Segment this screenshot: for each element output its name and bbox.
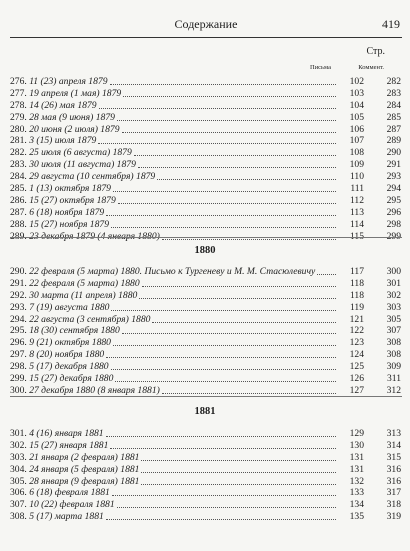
letter-page-number: 112 bbox=[349, 194, 364, 206]
column-headers bbox=[310, 64, 382, 74]
dot-leader bbox=[112, 494, 336, 496]
entry-number: 300. bbox=[10, 384, 30, 396]
entry-date: 28 мая (9 июня) 1879 bbox=[29, 111, 115, 123]
dot-leader bbox=[113, 190, 336, 192]
toc-entry bbox=[10, 195, 402, 207]
toc-entry-list bbox=[10, 76, 402, 242]
entry-number: 290. bbox=[10, 266, 30, 277]
toc-entry-title bbox=[10, 476, 139, 488]
section-divider bbox=[10, 396, 402, 397]
dot-leader bbox=[99, 107, 336, 109]
letter-page-number: 108 bbox=[349, 147, 364, 159]
toc-entry-title bbox=[10, 349, 104, 361]
toc-entry-title bbox=[10, 266, 315, 278]
letter-page-number: 134 bbox=[349, 499, 364, 511]
letter-page-number: 131 bbox=[349, 463, 364, 475]
comment-page-number: 319 bbox=[386, 511, 401, 523]
comment-page-number: 300 bbox=[386, 266, 401, 277]
letter-page-number: 107 bbox=[349, 135, 364, 147]
entry-number: 303. bbox=[10, 451, 30, 463]
entry-date: 22 февраля (5 марта) 1880 bbox=[29, 277, 140, 289]
dot-leader bbox=[110, 83, 336, 85]
dot-leader bbox=[117, 119, 336, 121]
dot-leader bbox=[141, 483, 336, 485]
entry-date: 6 (18) ноября 1879 bbox=[29, 206, 105, 218]
entry-date: 6 (18) февраля 1881 bbox=[29, 487, 110, 499]
dot-leader bbox=[110, 447, 336, 449]
comment-page-number: 293 bbox=[386, 171, 401, 183]
toc-entry bbox=[10, 452, 402, 464]
letter-page-number: 111 bbox=[350, 183, 364, 195]
toc-entry bbox=[10, 266, 402, 278]
comment-page-number: 311 bbox=[386, 373, 401, 385]
comment-page-number: 305 bbox=[386, 313, 401, 325]
dot-leader bbox=[142, 285, 336, 287]
comment-page-number: 308 bbox=[386, 337, 401, 349]
entry-number: 299. bbox=[10, 373, 30, 385]
toc-entry bbox=[10, 112, 402, 124]
entry-number: 285. bbox=[10, 183, 30, 195]
toc-entry bbox=[10, 325, 402, 337]
section-year-heading: 1880 bbox=[194, 245, 216, 256]
toc-entry-title bbox=[10, 100, 97, 112]
entry-date: 5 (17) марта 1881 bbox=[29, 511, 104, 523]
comment-page-number: 298 bbox=[386, 218, 401, 230]
entry-date: 4 (16) января 1881 bbox=[29, 428, 104, 439]
letter-page-number: 130 bbox=[349, 439, 364, 451]
toc-entry-list bbox=[10, 266, 402, 397]
entry-number: 295. bbox=[10, 325, 30, 337]
entry-date: 25 июля (6 августа) 1879 bbox=[29, 147, 132, 159]
letter-page-number: 129 bbox=[349, 428, 364, 439]
entry-number: 288. bbox=[10, 218, 30, 230]
toc-entry-title bbox=[10, 278, 140, 290]
comment-page-number: 289 bbox=[386, 135, 401, 147]
column-header-letters: Письма bbox=[310, 64, 331, 71]
entry-number: 277. bbox=[10, 87, 30, 99]
section-divider bbox=[10, 237, 402, 238]
toc-entry-title bbox=[10, 219, 109, 231]
toc-entry-list bbox=[10, 428, 402, 523]
entry-number: 281. bbox=[10, 135, 30, 147]
toc-entry-title bbox=[10, 464, 139, 476]
entry-date: 14 (26) мая 1879 bbox=[29, 99, 97, 111]
dot-leader bbox=[111, 309, 336, 311]
entry-date: 8 (20) ноября 1880 bbox=[29, 349, 105, 361]
letter-page-number: 132 bbox=[349, 475, 364, 487]
comment-page-number: 307 bbox=[386, 325, 401, 337]
toc-entry-title bbox=[10, 290, 137, 302]
entry-number: 286. bbox=[10, 194, 30, 206]
toc-entry bbox=[10, 476, 402, 488]
toc-entry-title bbox=[10, 440, 108, 452]
toc-entry bbox=[10, 124, 402, 136]
toc-entry bbox=[10, 499, 402, 511]
toc-entry bbox=[10, 88, 402, 100]
toc-entry bbox=[10, 314, 402, 326]
comment-page-number: 302 bbox=[386, 289, 401, 301]
entry-number: 291. bbox=[10, 277, 30, 289]
page-title: Содержание bbox=[174, 17, 238, 31]
dot-leader bbox=[118, 202, 336, 204]
entry-number: 289. bbox=[10, 230, 30, 242]
toc-entry bbox=[10, 135, 402, 147]
entry-date: 21 января (2 февраля) 1881 bbox=[29, 451, 140, 463]
comment-page-number: 283 bbox=[386, 87, 401, 99]
letter-page-number: 105 bbox=[349, 111, 364, 123]
toc-entry-title bbox=[10, 147, 132, 159]
toc-entry-title bbox=[10, 325, 120, 337]
running-header bbox=[10, 17, 402, 38]
comment-page-number: 290 bbox=[386, 147, 401, 159]
entry-number: 287. bbox=[10, 206, 30, 218]
comment-page-number: 294 bbox=[386, 183, 401, 195]
entry-date: 23 декабря 1879 (4 января 1880) bbox=[29, 230, 160, 242]
entry-date: 20 июня (2 июля) 1879 bbox=[29, 123, 120, 135]
dot-leader bbox=[115, 380, 336, 382]
dot-leader bbox=[122, 332, 336, 334]
entry-date: 19 апреля (1 мая) 1879 bbox=[29, 87, 122, 99]
entry-date: 24 января (5 февраля) 1881 bbox=[29, 463, 140, 475]
letter-page-number: 114 bbox=[349, 218, 364, 230]
letter-page-number: 119 bbox=[349, 301, 364, 313]
dot-leader bbox=[98, 142, 336, 144]
entry-date: 1 (13) октября 1879 bbox=[29, 183, 111, 195]
entry-number: 279. bbox=[10, 111, 30, 123]
entry-number: 297. bbox=[10, 349, 30, 361]
column-header-pages: Стр. bbox=[366, 46, 385, 57]
letter-page-number: 102 bbox=[349, 76, 364, 87]
toc-entry-title bbox=[10, 135, 96, 147]
entry-number: 301. bbox=[10, 428, 30, 439]
letter-page-number: 106 bbox=[349, 123, 364, 135]
dot-leader bbox=[106, 435, 336, 437]
toc-entry bbox=[10, 100, 402, 112]
entry-number: 304. bbox=[10, 463, 30, 475]
toc-entry bbox=[10, 511, 402, 523]
toc-entry bbox=[10, 487, 402, 499]
comment-page-number: 314 bbox=[386, 439, 401, 451]
comment-page-number: 317 bbox=[386, 487, 401, 499]
entry-number: 298. bbox=[10, 361, 30, 373]
dot-leader bbox=[122, 131, 336, 133]
entry-number: 278. bbox=[10, 99, 30, 111]
entry-date: 29 августа (10 сентября) 1879 bbox=[29, 171, 156, 183]
comment-page-number: 312 bbox=[386, 384, 401, 396]
dot-leader bbox=[106, 518, 336, 520]
entry-date: 5 (17) декабря 1880 bbox=[29, 361, 109, 373]
comment-page-number: 316 bbox=[386, 463, 401, 475]
toc-entry-title bbox=[10, 159, 136, 171]
toc-entry-title bbox=[10, 487, 110, 499]
entry-date: 22 августа (3 сентября) 1880 bbox=[29, 313, 151, 325]
toc-entry bbox=[10, 159, 402, 171]
letter-page-number: 122 bbox=[349, 325, 364, 337]
toc-entry-title bbox=[10, 428, 104, 440]
entry-number: 293. bbox=[10, 301, 30, 313]
dot-leader bbox=[152, 321, 336, 323]
comment-page-number: 301 bbox=[386, 277, 401, 289]
dot-leader bbox=[117, 506, 336, 508]
toc-entry-title bbox=[10, 76, 108, 88]
comment-page-number: 291 bbox=[386, 159, 401, 171]
toc-entry-title bbox=[10, 183, 111, 195]
entry-date: 10 (22) февраля 1881 bbox=[29, 499, 115, 511]
letter-page-number: 117 bbox=[349, 266, 364, 277]
toc-entry bbox=[10, 464, 402, 476]
letter-page-number: 121 bbox=[349, 313, 364, 325]
letter-page-number: 125 bbox=[349, 361, 364, 373]
entry-number: 305. bbox=[10, 475, 30, 487]
toc-entry-title bbox=[10, 511, 104, 523]
entry-number: 283. bbox=[10, 159, 30, 171]
entry-number: 280. bbox=[10, 123, 30, 135]
toc-entry-title bbox=[10, 373, 113, 385]
comment-page-number: 282 bbox=[386, 76, 401, 87]
toc-entry bbox=[10, 361, 402, 373]
toc-entry-title bbox=[10, 337, 111, 349]
comment-page-number: 284 bbox=[386, 99, 401, 111]
letter-page-number: 115 bbox=[349, 230, 364, 242]
toc-entry bbox=[10, 147, 402, 159]
entry-date: 22 февраля (5 марта) 1880. bbox=[29, 266, 143, 277]
toc-entry bbox=[10, 290, 402, 302]
comment-page-number: 299 bbox=[386, 230, 401, 242]
letter-page-number: 123 bbox=[349, 337, 364, 349]
entry-date: 15 (27) октября 1879 bbox=[29, 194, 116, 206]
entry-date: 27 декабря 1880 (8 января 1881) bbox=[29, 384, 160, 396]
entry-number: 292. bbox=[10, 289, 30, 301]
entry-date: 11 (23) апреля 1879 bbox=[29, 76, 108, 87]
entry-date: 15 (27) ноября 1879 bbox=[29, 218, 109, 230]
toc-entry bbox=[10, 183, 402, 195]
entry-note: Письмо к Тургеневу и М. М. Стасюлевичу bbox=[142, 266, 316, 277]
comment-page-number: 296 bbox=[386, 206, 401, 218]
letter-page-number: 126 bbox=[349, 373, 364, 385]
toc-entry bbox=[10, 207, 402, 219]
entry-number: 284. bbox=[10, 171, 30, 183]
toc-entry-title bbox=[10, 88, 121, 100]
dot-leader bbox=[111, 226, 336, 228]
toc-entry-title bbox=[10, 302, 109, 314]
entry-number: 276. bbox=[10, 76, 30, 87]
comment-page-number: 315 bbox=[386, 451, 401, 463]
entry-number: 296. bbox=[10, 337, 30, 349]
entry-date: 7 (19) августа 1880 bbox=[29, 301, 110, 313]
comment-page-number: 308 bbox=[386, 349, 401, 361]
entry-number: 302. bbox=[10, 439, 30, 451]
toc-entry-title bbox=[10, 171, 155, 183]
toc-entry bbox=[10, 171, 402, 183]
entry-date: 15 (27) декабря 1880 bbox=[29, 373, 114, 385]
letter-page-number: 104 bbox=[349, 99, 364, 111]
letter-page-number: 127 bbox=[349, 384, 364, 396]
letter-page-number: 109 bbox=[349, 159, 364, 171]
dot-leader bbox=[106, 356, 336, 358]
entry-number: 308. bbox=[10, 511, 30, 523]
dot-leader bbox=[317, 273, 336, 275]
letter-page-number: 131 bbox=[349, 451, 364, 463]
letter-page-number: 135 bbox=[349, 511, 364, 523]
dot-leader bbox=[141, 471, 336, 473]
letter-page-number: 118 bbox=[349, 277, 364, 289]
dot-leader bbox=[123, 95, 336, 97]
entry-date: 15 (27) января 1881 bbox=[29, 439, 109, 451]
entry-date: 9 (21) октября 1880 bbox=[29, 337, 111, 349]
entry-number: 294. bbox=[10, 313, 30, 325]
toc-entry-title bbox=[10, 314, 150, 326]
toc-entry bbox=[10, 349, 402, 361]
entry-number: 307. bbox=[10, 499, 30, 511]
toc-entry-title bbox=[10, 124, 120, 136]
comment-page-number: 295 bbox=[386, 194, 401, 206]
column-header-comments: Коммент. bbox=[358, 64, 384, 71]
comment-page-number: 313 bbox=[386, 428, 401, 439]
letter-page-number: 110 bbox=[349, 171, 364, 183]
dot-leader bbox=[138, 166, 336, 168]
entry-date: 30 июля (11 августа) 1879 bbox=[29, 159, 136, 171]
entry-date: 18 (30) сентября 1880 bbox=[29, 325, 120, 337]
entry-date: 30 марта (11 апреля) 1880 bbox=[29, 289, 138, 301]
entry-date: 28 января (9 февраля) 1881 bbox=[29, 475, 140, 487]
toc-entry bbox=[10, 385, 402, 397]
toc-entry bbox=[10, 373, 402, 385]
toc-entry bbox=[10, 428, 402, 440]
entry-number: 306. bbox=[10, 487, 30, 499]
dot-leader bbox=[139, 297, 336, 299]
comment-page-number: 287 bbox=[386, 123, 401, 135]
dot-leader bbox=[134, 154, 336, 156]
toc-entry-title bbox=[10, 112, 115, 124]
dot-leader bbox=[162, 392, 336, 394]
toc-entry bbox=[10, 337, 402, 349]
toc-entry bbox=[10, 76, 402, 88]
toc-entry bbox=[10, 302, 402, 314]
dot-leader bbox=[106, 214, 336, 216]
comment-page-number: 318 bbox=[386, 499, 401, 511]
letter-page-number: 133 bbox=[349, 487, 364, 499]
toc-entry-title bbox=[10, 195, 116, 207]
comment-page-number: 285 bbox=[386, 111, 401, 123]
comment-page-number: 303 bbox=[386, 301, 401, 313]
toc-entry bbox=[10, 278, 402, 290]
toc-entry-title bbox=[10, 361, 109, 373]
dot-leader bbox=[157, 178, 336, 180]
letter-page-number: 118 bbox=[349, 289, 364, 301]
letter-page-number: 124 bbox=[349, 349, 364, 361]
toc-entry-title bbox=[10, 207, 104, 219]
dot-leader bbox=[111, 368, 336, 370]
section-year-heading: 1881 bbox=[194, 406, 216, 417]
letter-page-number: 113 bbox=[349, 206, 364, 218]
comment-page-number: 309 bbox=[386, 361, 401, 373]
toc-entry-title bbox=[10, 452, 139, 464]
entry-number: 282. bbox=[10, 147, 30, 159]
dot-leader bbox=[141, 459, 336, 461]
toc-entry-title bbox=[10, 499, 115, 511]
toc-entry bbox=[10, 440, 402, 452]
page-number: 419 bbox=[382, 17, 400, 31]
entry-date: 3 (15) июля 1879 bbox=[29, 135, 97, 147]
comment-page-number: 316 bbox=[386, 475, 401, 487]
dot-leader bbox=[113, 344, 336, 346]
toc-entry bbox=[10, 219, 402, 231]
letter-page-number: 103 bbox=[349, 87, 364, 99]
